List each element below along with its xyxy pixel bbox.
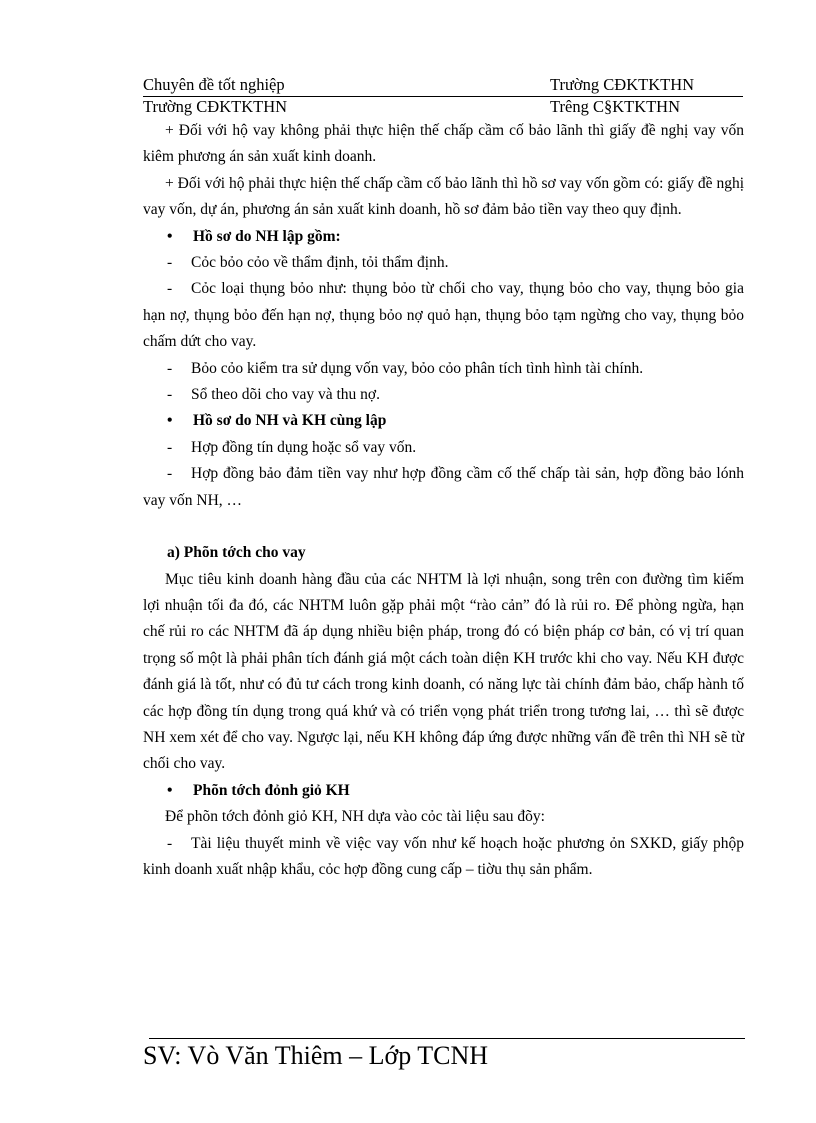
bullet-heading [143,408,744,434]
dash-icon: - [167,280,173,298]
dash-item-text: Cỏc loại thụng bỏo như: thụng bỏo từ chối cho vay, thụng bỏo cho vay, thụng bỏo gia hạn nợ, thụng bỏo đến hạn nợ, thụng bỏo nợ quỏ hạn, thụng bỏo tạm ngừng cho vay, thụng bỏo chấm dứt cho vay. [143,280,744,351]
bullet-heading-text: Hồ sơ do NH lập gồm: [193,227,341,245]
dash-item-text: Cỏc bỏo cỏo về thẩm định, tỏi thẩm định. [191,254,449,272]
header-row-2 [143,96,743,118]
dash-item-text: Sổ theo dõi cho vay và thu nợ. [191,386,381,404]
bullet-heading-text: Phõn tớch đỏnh giỏ KH [193,781,350,799]
footer-divider [149,1038,745,1039]
dash-icon: - [167,834,173,852]
dash-item [143,356,744,382]
dash-item-text: Tài liệu thuyết minh về việc vay vốn như kế hoạch hoặc phương ỏn SXKD, giấy phộp kinh doanh xuất nhập khẩu, cỏc hợp đồng cung cấp – tiờu thụ sản phẩm. [143,834,744,878]
bullet-icon: • [167,781,173,799]
paragraph: Để phõn tớch đỏnh giỏ KH, NH dựa vào cỏc tài liệu sau đõy: [165,808,545,826]
dash-item-text: Bỏo cỏo kiểm tra sử dụng vốn vay, bỏo cỏo phân tích tình hình tài chính. [191,359,644,377]
spacer [143,514,744,540]
dash-item [143,831,744,884]
dash-item [143,276,744,355]
dash-icon: - [167,465,173,483]
dash-icon: - [167,359,173,377]
dash-item-text: Hợp đồng bảo đảm tiền vay như hợp đồng cầm cố thế chấp tài sản, hợp đồng bảo lónh vay vốn NH, … [143,465,744,509]
dash-item [143,250,744,276]
dash-item [143,435,744,461]
footer-student: SV: Vò Văn Thiêm – Lớp TCNH [143,1041,489,1070]
dash-icon: - [167,438,173,456]
header-school: Trường CĐKTKTHN [550,75,695,94]
bullet-heading-text: Hồ sơ do NH và KH cùng lập [193,412,387,430]
dash-icon: - [167,254,173,272]
bullet-icon: • [167,227,173,245]
paragraph: + Đối với hộ vay không phải thực hiện thế chấp cầm cố bảo lãnh thì giấy đề nghị vay vốn kiêm phương án sản xuất kinh doanh. [143,122,744,166]
section-heading: a) Phõn tớch cho vay [167,544,306,562]
paragraph: Mục tiêu kinh doanh hàng đầu của các NHTM là lợi nhuận, song trên con đường tìm kiếm lợi nhuận tối đa đó, các NHTM luôn gặp phải một “rào cản” đó là rủi ro. Để phòng ngừa, hạn chế rủi ro các NHTM đã áp dụng nhiều biện pháp, trong đó có biện pháp cơ bản, có vị trí quan trọng số một là phải phân tích đánh giá một cách toàn diện KH trước khi cho vay. Nếu KH được đánh giá là tốt, như có đủ tư cách trong kinh doanh, có năng lực tài chính đảm bảo, chấp hành tố các hợp đồng tín dụng trong quá khứ và có triển vọng phát triển trong tương lai, … thì sẽ được NH xem xét để cho vay. Ngược lại, nếu KH không đáp ứng được những vấn đề trên thì NH sẽ từ chối cho vay. [143,570,744,773]
dash-item [143,382,744,408]
paragraph: + Đối với hộ phải thực hiện thế chấp cầm cố bảo lãnh thì hồ sơ vay vốn gồm có: giấy đề nghị vay vốn, dự án, phương án sản xuất kinh doanh, hồ sơ đảm bảo tiền vay theo quy định. [143,174,744,219]
header-topic: Chuyên đề tốt nghiệp [143,75,285,94]
dash-item-text: Hợp đồng tín dụng hoặc sổ vay vốn. [191,438,417,456]
bullet-heading [143,224,744,250]
document-body [143,118,744,883]
dash-icon: - [167,386,173,404]
dash-item [143,461,744,514]
header-row-1 [143,74,743,97]
bullet-icon: • [167,412,173,430]
bullet-heading [143,778,744,804]
header-school-alt: Trường CĐKTKTHN [143,97,288,116]
header-school-garbled: Trêng C§KTKTHN [550,97,681,116]
